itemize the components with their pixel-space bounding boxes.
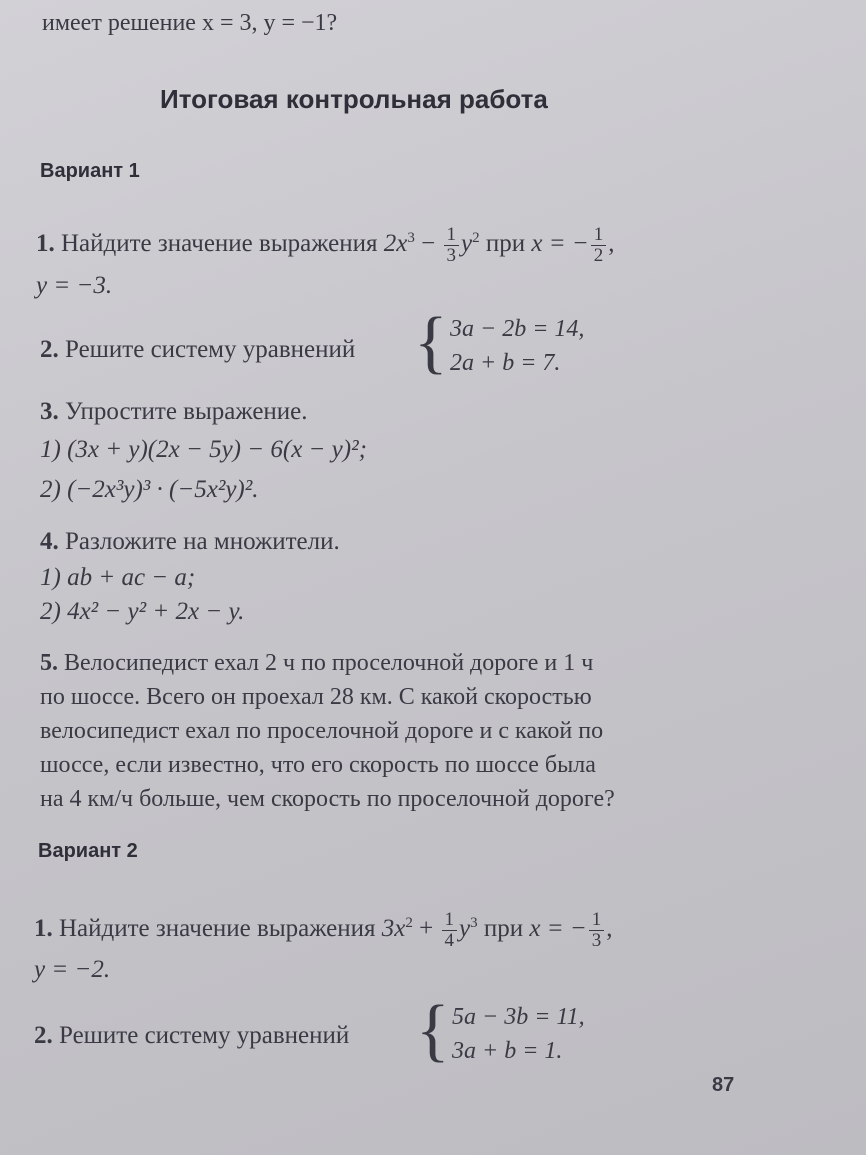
v1-task5-number: 5.: [40, 650, 58, 676]
v2-task1-expr-a: 3x: [381, 915, 406, 943]
v2-task2-number: 2.: [34, 1022, 53, 1049]
v2-system-eq1: 5a − 3b = 11,: [452, 1004, 585, 1030]
v1-task5-line-4: шоссе, если известно, что его скорость по шоссе была: [40, 752, 596, 778]
v2-task1-fraction: [442, 910, 458, 951]
v2-task1-x-fraction: [589, 910, 605, 951]
v1-task1: [36, 225, 614, 266]
v1-task5-line-3: велосипедист ехал по проселочной дороге и с какой по: [40, 718, 604, 744]
v1-task1-minus: −: [421, 230, 436, 258]
v1-xfrac-num: 1: [591, 225, 607, 246]
v1-task3-number: 3.: [40, 398, 59, 425]
v2-frac-num: 1: [442, 910, 458, 931]
v1-task5-line-1-text: Велосипедист ехал 2 ч по проселочной дороге и 1 ч: [64, 650, 594, 676]
v1-task1-x-eq: x = −: [531, 230, 589, 258]
v1-task3-item2: 2) (−2x³y)³ · (−5x²y)².: [40, 476, 259, 503]
v2-frac-den: 4: [444, 930, 454, 951]
v1-task1-at: при: [485, 230, 526, 258]
v1-system-eq1: 3a − 2b = 14,: [450, 316, 585, 342]
v1-task1-y: y = −3.: [36, 272, 113, 299]
v1-task1-comma: ,: [608, 230, 615, 258]
v2-xfrac-den: 3: [591, 930, 602, 951]
v1-xfrac-den: 2: [593, 245, 604, 266]
v1-task1-expr-a: 2x: [383, 230, 408, 258]
v1-task5-line-1: [40, 646, 615, 680]
v2-task1-y: y = −2.: [34, 956, 111, 983]
v2-system-eq2: 3a + b = 1.: [452, 1038, 563, 1064]
v2-xfrac-num: 1: [589, 910, 605, 931]
v1-system-brace: {: [414, 304, 448, 381]
v2-task1-exp-a: 2: [405, 914, 413, 931]
v2-task1-at: при: [483, 915, 524, 943]
v1-task1-number: 1.: [36, 230, 55, 258]
v1-task4-item1: 1) ab + ac − a;: [40, 564, 196, 591]
v2-task1-number: 1.: [34, 915, 53, 943]
v2-task1-x-eq: x = −: [529, 915, 587, 943]
v1-task1-expr-b: y: [461, 230, 473, 258]
v1-frac-den: 3: [446, 245, 456, 266]
v1-task5: [40, 646, 615, 816]
v2-task1-text: Найдите значение выражения: [59, 915, 376, 943]
v1-task4-text: Разложите на множители.: [65, 528, 340, 555]
v1-task1-fraction: [444, 225, 460, 266]
v1-task1-exp-b: 2: [472, 229, 480, 246]
v2-task1-plus: +: [419, 915, 434, 943]
v1-task1-x-fraction: [591, 225, 607, 266]
v1-task2: [40, 336, 355, 364]
variant2-title: Вариант 2: [38, 840, 138, 862]
v2-task1-exp-b: 3: [470, 914, 478, 931]
v1-task4-number: 4.: [40, 528, 59, 555]
v1-task3-text: Упростите выражение.: [65, 398, 308, 425]
previous-task-tail: имеет решение x = 3, y = −1?: [42, 10, 338, 36]
variant1-title: Вариант 1: [40, 160, 140, 182]
v1-frac-num: 1: [444, 225, 460, 246]
v2-task1-comma: ,: [606, 915, 613, 943]
v2-task2: [34, 1022, 349, 1050]
v2-system-brace: {: [416, 992, 450, 1069]
page-number: 87: [712, 1074, 735, 1096]
v2-task1-expr-b: y: [459, 915, 471, 943]
v1-task4-item2: 2) 4x² − y² + 2x − y.: [40, 598, 245, 625]
v1-system-eq2: 2a + b = 7.: [450, 350, 561, 376]
v2-task2-text: Решите систему уравнений: [59, 1022, 350, 1049]
v1-task2-text: Решите систему уравнений: [65, 336, 356, 363]
v1-task3-item1: 1) (3x + y)(2x − 5y) − 6(x − y)²;: [40, 436, 367, 463]
v1-task4: [40, 528, 340, 556]
v1-task1-text: Найдите значение выражения: [61, 230, 378, 258]
v1-task3: [40, 398, 308, 426]
page-title: Итоговая контрольная работа: [160, 84, 548, 114]
v1-task1-exp-a: 3: [407, 229, 415, 246]
v2-task1: [34, 910, 612, 951]
v1-task2-number: 2.: [40, 336, 59, 363]
v1-task5-line-2: по шоссе. Всего он проехал 28 км. С какой скоростью: [40, 684, 592, 710]
v1-task5-line-5: на 4 км/ч больше, чем скорость по проселочной дороге?: [40, 786, 615, 812]
